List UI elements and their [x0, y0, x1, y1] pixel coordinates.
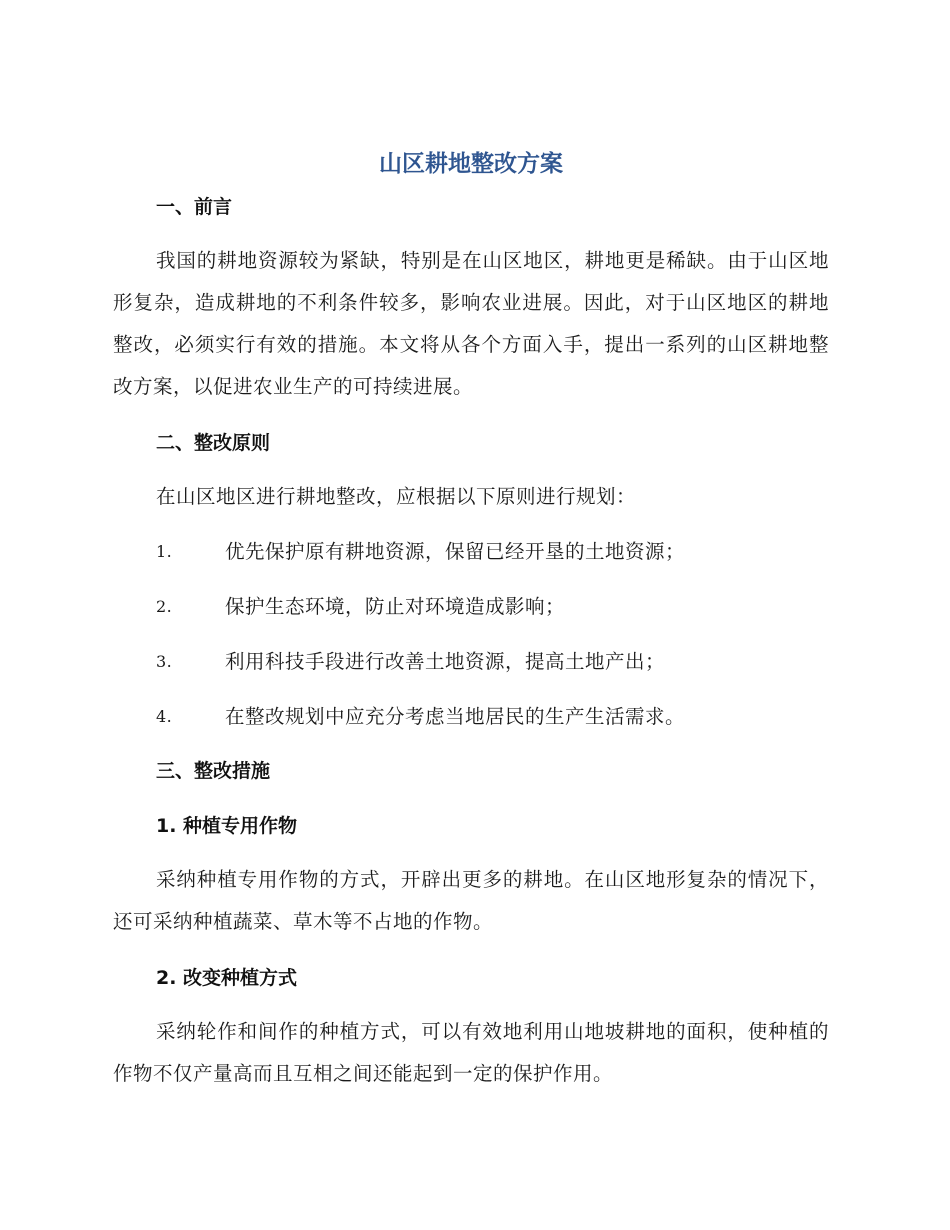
list-item: [113, 530, 829, 585]
list-item-text: 优先保护原有耕地资源，保留已经开垦的土地资源；: [225, 540, 686, 563]
list-item-text: 在整改规划中应充分考虑当地居民的生产生活需求。: [225, 705, 686, 728]
list-item-number: 3.: [156, 652, 173, 671]
document-title: 山区耕地整改方案: [379, 151, 563, 177]
principles-intro: 在山区地区进行耕地整改，应根据以下原则进行规划：: [156, 485, 637, 508]
section-heading-preface: 一、前言: [156, 196, 233, 218]
planting-method-paragraph: 采纳轮作和间作的种植方式，可以有效地利用山地坡耕地的面积，使种植的作物不仅产量高而且互相之间还能起到一定的保护作用。: [113, 1020, 829, 1085]
section-heading-measures: 三、整改措施: [156, 760, 271, 782]
section-heading-principles: 二、整改原则: [156, 432, 271, 454]
list-item: [113, 585, 829, 640]
subsection-heading-specialty-crops: 1. 种植专用作物: [156, 815, 298, 837]
list-item-number: 4.: [156, 707, 173, 726]
list-item-text: 利用科技手段进行改善土地资源，提高土地产出；: [225, 650, 666, 673]
preface-paragraph: 我国的耕地资源较为紧缺，特别是在山区地区，耕地更是稀缺。由于山区地形复杂，造成耕地的不利条件较多，影响农业进展。因此，对于山区地区的耕地整改，必须实行有效的措施。本文将从各个方面入手，提出一系列的山区耕地整改方案，以促进农业生产的可持续进展。: [113, 249, 829, 398]
specialty-crops-paragraph: 采纳种植专用作物的方式，开辟出更多的耕地。在山区地形复杂的情况下，还可采纳种植蔬菜、草木等不占地的作物。: [113, 868, 829, 933]
subsection-heading-planting-method: 2. 改变种植方式: [156, 967, 298, 989]
principles-list: [113, 530, 829, 750]
list-item-text: 保护生态环境，防止对环境造成影响；: [225, 595, 566, 618]
list-item-number: 1.: [156, 542, 173, 561]
list-item: [113, 640, 829, 695]
list-item-number: 2.: [156, 597, 173, 616]
list-item: [113, 695, 829, 750]
